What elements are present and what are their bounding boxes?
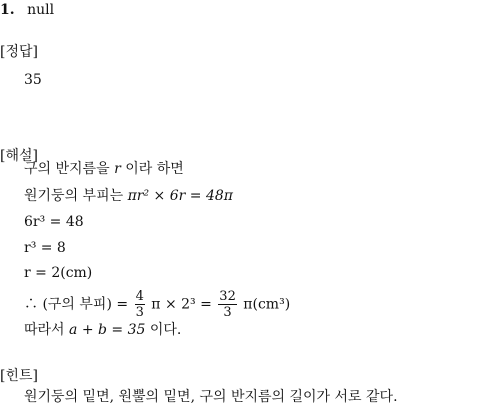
- explanation-line-5: [24, 263, 92, 283]
- fraction-4-3: [135, 289, 145, 320]
- fraction-32-3-denominator: 3: [223, 305, 232, 320]
- explanation-header: [해설]: [0, 148, 38, 164]
- hint-text: 원기둥의 밑면, 원뿔의 밑면, 구의 반지름의 길이가 서로 같다.: [24, 389, 398, 405]
- explanation-line-3: [24, 212, 84, 232]
- answer-value: 35: [24, 72, 42, 88]
- fraction-32-3: [218, 289, 237, 320]
- variable-r: r: [114, 161, 121, 177]
- explanation-line-1-text: 구의 반지름을: [24, 161, 110, 177]
- question-number: 1.: [0, 2, 15, 18]
- hint-header: [힌트]: [0, 368, 38, 384]
- explanation-line-1: [24, 159, 184, 179]
- sphere-volume-prefix: ∴ (구의 부피) =: [24, 296, 129, 313]
- explanation-line-7-rest: 이다.: [149, 322, 182, 338]
- question-line: [0, 0, 54, 20]
- equation-r3: r³ = 8: [24, 240, 66, 256]
- explanation-line-1-rest: 이라 하면: [125, 161, 184, 177]
- sphere-volume-suffix: π(cm³): [243, 296, 291, 313]
- fraction-4-3-numerator: 4: [135, 289, 144, 304]
- explanation-line-6: [24, 289, 290, 320]
- sphere-volume-middle: π × 2³ =: [151, 296, 212, 313]
- explanation-line-7-text: 따라서: [24, 322, 65, 338]
- explanation-line-2: [24, 186, 233, 206]
- fraction-4-3-denominator: 3: [135, 305, 144, 320]
- fraction-32-3-numerator: 32: [219, 289, 236, 304]
- explanation-line-2-text: 원기둥의 부피는: [24, 188, 124, 204]
- equation-6r3: 6r³ = 48: [24, 214, 84, 230]
- question-text: null: [27, 2, 55, 18]
- equation-r: r = 2(cm): [24, 265, 93, 281]
- answer-header: [정답]: [0, 44, 38, 60]
- equation-a-plus-b: a + b = 35: [69, 322, 146, 338]
- explanation-line-4: [24, 238, 66, 258]
- explanation-line-7: [24, 320, 181, 340]
- volume-equation: πr² × 6r = 48π: [127, 188, 233, 204]
